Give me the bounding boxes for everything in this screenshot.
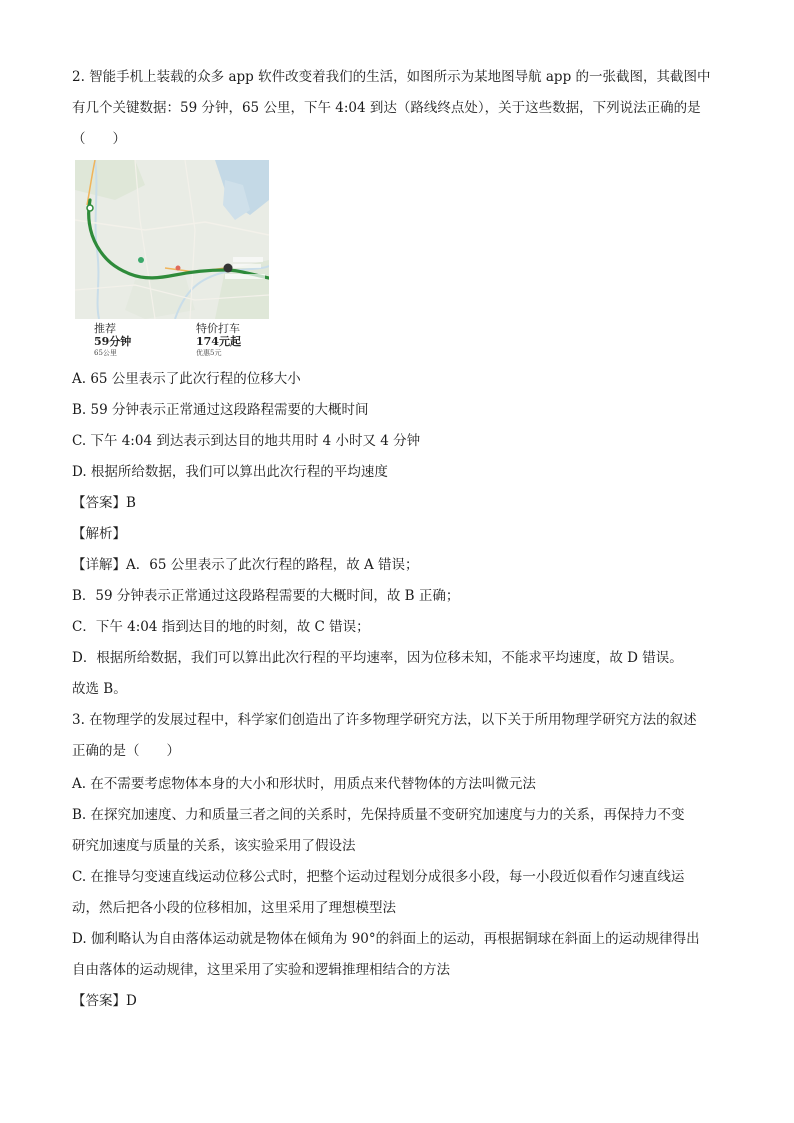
- q2-stem-line1: 2. 智能手机上装载的众多 app 软件改变着我们的生活，如图所示为某地图导航 app 的一张截图，其截图中: [72, 69, 711, 85]
- q3-option-b-line1: B. 在探究加速度、力和质量三者之间的关系时，先保持质量不变研究加速度与力的关系，再保持力不变: [72, 807, 685, 823]
- q3-option-c-line2: 动，然后把各小段的位移相加，这里采用了理想模型法: [72, 900, 396, 916]
- q2-detail-b: B．59 分钟表示正常通过这段路程需要的大概时间，故 B 正确；: [72, 588, 460, 604]
- q3-option-a: A. 在不需要考虑物体本身的大小和形状时，用质点来代替物体的方法叫微元法: [72, 776, 536, 792]
- q2-detail-c: C．下午 4:04 指到达目的地的时刻，故 C 错误；: [72, 619, 370, 635]
- q2-answer: 【答案】B: [72, 495, 136, 511]
- q2-option-c: C. 下午 4:04 到达表示到达目的地共用时 4 小时又 4 分钟: [72, 433, 421, 449]
- q3-option-d-line2: 自由落体的运动规律，这里采用了实验和逻辑推理相结合的方法: [72, 962, 450, 978]
- q2-option-b: B. 59 分钟表示正常通过这段路程需要的大概时间: [72, 402, 369, 418]
- map-caption-recommend: 推荐: [94, 322, 116, 335]
- q3-option-b-line2: 研究加速度与质量的关系，该实验采用了假设法: [72, 838, 356, 854]
- map-caption-taxi: 特价打车: [196, 322, 240, 335]
- q2-detail-a: 【详解】A．65 公里表示了此次行程的路程，故 A 错误；: [72, 557, 419, 573]
- q3-stem-line2: 正确的是（ ）: [72, 743, 180, 759]
- q3-answer: 【答案】D: [72, 993, 137, 1009]
- q3-option-c-line1: C. 在推导匀变速直线运动位移公式时，把整个运动过程划分成很多小段，每一小段近似看作匀速直线运: [72, 869, 685, 885]
- q2-conclusion: 故选 B。: [72, 681, 127, 697]
- navigation-map-image: [75, 160, 269, 319]
- map-caption-price: 174元起: [196, 335, 241, 348]
- q2-stem-line2: 有几个关键数据：59 分钟，65 公里，下午 4:04 到达（路线终点处），关于这些数据，下列说法正确的是: [72, 100, 701, 116]
- q3-stem-line1: 3. 在物理学的发展过程中，科学家们创造出了许多物理学研究方法，以下关于所用物理学研究方法的叙述: [72, 712, 697, 728]
- q2-detail-d: D．根据所给数据，我们可以算出此次行程的平均速率，因为位移未知，不能求平均速度，故 D 错误。: [72, 650, 683, 666]
- q2-stem-line3: （ ）: [72, 131, 126, 147]
- map-caption-discount: 优惠5元: [196, 349, 222, 357]
- q2-option-a: A. 65 公里表示了此次行程的位移大小: [72, 371, 301, 387]
- map-caption-distance: 65公里: [94, 349, 117, 357]
- map-caption-duration: 59分钟: [94, 335, 132, 348]
- q2-option-d: D. 根据所给数据，我们可以算出此次行程的平均速度: [72, 464, 388, 480]
- q2-analysis-heading: 【解析】: [72, 526, 126, 542]
- q3-option-d-line1: D. 伽利略认为自由落体运动就是物体在倾角为 90°的斜面上的运动，再根据铜球在斜面上的运动规律得出: [72, 931, 700, 947]
